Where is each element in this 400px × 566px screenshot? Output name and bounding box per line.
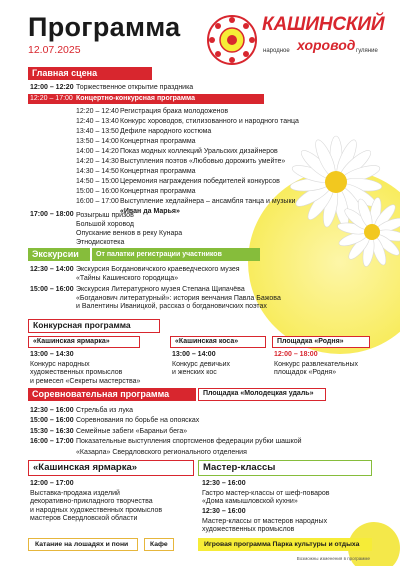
contest-col2-title: «Кашинская коса» <box>170 336 266 348</box>
excursion-2-text: Экскурсия Литературного музея Степана Щипачёва «Богданович литературный»: история венчания Павла Бажова и Валентины Иваницкой, рассказ о богдановичских поэтах <box>76 286 281 311</box>
schedule-row: 16:00 – 17:00 Показательные выступления спортсменов федерации рубки шашкой <box>30 438 302 446</box>
final-item: Опускание венков в реку Кунара <box>76 230 183 237</box>
concert-time: 12:20 – 17:00 <box>30 95 73 102</box>
contest-col2-text: Конкурс девичьих и женских кос <box>172 361 231 377</box>
master-2-time: 12:30 – 16:00 <box>202 508 246 515</box>
contest-col1-text: Конкурс народных художественных промыслов и ремесел «Секреты мастерства» <box>30 361 141 385</box>
fair-text: Выставка-продажа изделий декоративно-прикладного творчества и народных художественных промыслов мастеров Свердловской области <box>30 490 163 523</box>
schedule-row: 14:20 – 14:30Выступления поэтов «Любовью дорожить умейте» <box>76 158 286 165</box>
schedule-row: 12:40 – 13:40Конкурс хороводов, стилизованного и народного танца <box>76 118 299 125</box>
contest-col1-title: «Кашинская ярмарка» <box>28 336 140 348</box>
master-1-time: 12:30 – 16:00 <box>202 480 246 487</box>
sport-header: Соревновательная программа <box>28 388 196 401</box>
horse-riding-label: Катание на лошадях и пони <box>28 538 138 551</box>
contest-col3-title: Площадка «Родня» <box>272 336 370 348</box>
schedule-row: «Казарла» Свердловского регионального отделения <box>76 448 247 456</box>
cafe-label: Кафе <box>144 538 174 551</box>
contest-col1-time: 13:00 – 14:30 <box>30 351 74 358</box>
logo-emblem-icon <box>206 14 258 66</box>
contest-col2-time: 13:00 – 14:00 <box>172 351 216 358</box>
master-2-text: Мастер-классы от мастеров народных художественных промыслов <box>202 518 328 534</box>
schedule-row: 12:30 – 16:00 Стрельба из лука <box>30 407 133 414</box>
schedule-row: 16:00 – 17:00Выступление хедлайнера – ансамбля танца и музыки <box>76 198 296 205</box>
excursion-2-time: 15:00 – 16:00 <box>30 286 74 293</box>
schedule-row: 15:00 – 16:00 Соревнования по борьбе на опоясках <box>30 417 200 425</box>
final-time: 17:00 – 18:00 <box>30 211 74 218</box>
game-program-label: Игровая программа Парка культуры и отдыха <box>198 538 372 551</box>
footnote: Возможны изменения в программе <box>296 556 370 561</box>
excursion-1-text: Экскурсия Богдановичского краеведческого музея «Тайны Кашинского городища» <box>76 266 240 282</box>
final-item: Этнодискотека <box>76 239 125 246</box>
schedule-row: 14:50 – 15:00Церемония награждения победителей конкурсов <box>76 178 280 185</box>
schedule-row: 14:00 – 14:20Показ модных коллекций Уральских дизайнеров <box>76 148 278 155</box>
final-item: Розыгрыш призов <box>76 212 134 219</box>
contest-header: Конкурсная программа <box>28 319 160 333</box>
fair-time: 12:00 – 17:00 <box>30 480 74 487</box>
page-title: Программа <box>28 12 181 42</box>
main-stage-schedule <box>76 107 299 217</box>
schedule-row: «Иван да Марья» <box>120 208 180 215</box>
master-header: Мастер-классы <box>198 460 372 476</box>
schedule-row: 13:40 – 13:50Дефиле народного костюма <box>76 128 212 135</box>
schedule-row: 15:30 – 16:30 Семейные забеги «Бараньи бега» <box>30 427 188 435</box>
opening-time: 12:00 – 12:20 <box>30 84 74 91</box>
sport-subheader: Площадка «Молодецкая удаль» <box>198 388 326 401</box>
master-1-text: Гастро мастер-классы от шеф-поваров «Дома камышловской кухни» <box>202 490 330 506</box>
excursion-1-time: 12:30 – 14:00 <box>30 266 74 273</box>
main-stage-header: Главная сцена <box>28 67 152 80</box>
opening-text: Торжественное открытие праздника <box>76 84 194 91</box>
concert-text: Концертно-конкурсная программа <box>76 95 195 102</box>
logo-right-word: гуляние <box>356 48 378 54</box>
schedule-row: 15:00 – 16:00Концертная программа <box>76 188 196 195</box>
logo-left-word: народное <box>263 48 290 54</box>
schedule-row: 13:50 – 14:00Концертная программа <box>76 138 196 145</box>
excursions-header: Экскурсии <box>28 248 90 261</box>
event-date: 12.07.2025 <box>28 44 81 56</box>
schedule-row: 14:30 – 14:50Концертная программа <box>76 168 196 175</box>
contest-col3-time: 12:00 – 18:00 <box>274 351 318 358</box>
contest-col3-text: Конкурс развлекательных площадок «Родня» <box>274 361 359 377</box>
sport-schedule <box>30 406 302 458</box>
final-list <box>76 211 182 247</box>
schedule-row: 12:20 – 12:40Регистрация брака молодоженов <box>76 108 229 115</box>
logo-title: КАШИНСКИЙ <box>262 14 385 35</box>
final-item: Большой хоровод <box>76 221 134 228</box>
fair-header: «Кашинская ярмарка» <box>28 460 194 476</box>
logo-subtitle: хоровод <box>297 37 356 53</box>
excursions-subheader: От палатки регистрации участников <box>92 248 260 261</box>
